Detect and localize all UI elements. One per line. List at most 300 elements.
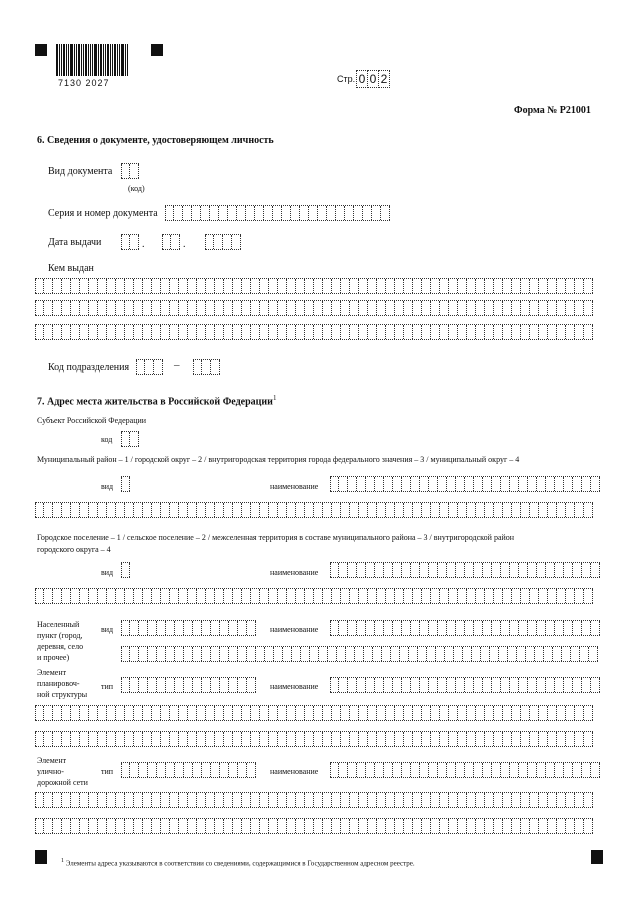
input-cell[interactable] <box>143 732 152 746</box>
input-cell[interactable] <box>573 621 582 635</box>
input-cell[interactable] <box>494 706 503 720</box>
input-cell[interactable] <box>71 325 80 339</box>
input-cell[interactable] <box>233 706 242 720</box>
input-cell[interactable] <box>494 503 503 517</box>
input-cell[interactable] <box>292 647 301 661</box>
input-cell[interactable] <box>125 589 134 603</box>
input-cell[interactable] <box>264 206 273 220</box>
input-cell[interactable] <box>260 589 269 603</box>
input-cell[interactable] <box>260 301 269 315</box>
input-cell[interactable] <box>485 793 494 807</box>
input-cell[interactable] <box>62 819 71 833</box>
input-cell[interactable] <box>512 819 521 833</box>
input-cell[interactable] <box>337 647 346 661</box>
input-cell[interactable] <box>44 732 53 746</box>
input-cell[interactable] <box>413 793 422 807</box>
input-cell[interactable] <box>197 589 206 603</box>
input-cell[interactable] <box>539 732 548 746</box>
input-cell[interactable] <box>211 621 220 635</box>
input-cell[interactable] <box>328 647 337 661</box>
input-cell[interactable] <box>166 678 175 692</box>
input-cell[interactable] <box>546 678 555 692</box>
input-cell[interactable] <box>501 621 510 635</box>
input-cell[interactable] <box>229 621 238 635</box>
input-cell[interactable] <box>242 732 251 746</box>
doc-series-field[interactable] <box>165 205 390 221</box>
input-cell[interactable] <box>566 301 575 315</box>
input-cell[interactable] <box>386 589 395 603</box>
input-cell[interactable] <box>422 279 431 293</box>
input-cell[interactable] <box>305 793 314 807</box>
input-cell[interactable] <box>197 503 206 517</box>
input-cell[interactable] <box>341 325 350 339</box>
input-cell[interactable] <box>143 819 152 833</box>
input-cell[interactable] <box>341 503 350 517</box>
doc-type-field[interactable] <box>121 163 139 179</box>
input-cell[interactable] <box>229 763 238 777</box>
input-cell[interactable] <box>269 589 278 603</box>
input-cell[interactable] <box>242 279 251 293</box>
input-cell[interactable] <box>348 477 357 491</box>
input-cell[interactable] <box>384 621 393 635</box>
input-cell[interactable] <box>197 706 206 720</box>
input-cell[interactable] <box>215 706 224 720</box>
input-cell[interactable] <box>184 647 193 661</box>
input-cell[interactable] <box>341 279 350 293</box>
input-cell[interactable] <box>148 678 157 692</box>
input-cell[interactable] <box>557 301 566 315</box>
input-cell[interactable] <box>467 793 476 807</box>
input-cell[interactable] <box>501 763 510 777</box>
input-cell[interactable] <box>566 793 575 807</box>
input-cell[interactable] <box>136 360 145 374</box>
input-cell[interactable] <box>557 325 566 339</box>
input-cell[interactable] <box>440 301 449 315</box>
input-cell[interactable] <box>233 279 242 293</box>
input-cell[interactable] <box>467 589 476 603</box>
input-cell[interactable] <box>323 819 332 833</box>
input-cell[interactable] <box>332 301 341 315</box>
input-cell[interactable] <box>366 563 375 577</box>
input-cell[interactable] <box>575 793 584 807</box>
input-cell[interactable] <box>359 301 368 315</box>
input-cell[interactable] <box>447 678 456 692</box>
input-cell[interactable] <box>330 763 339 777</box>
input-cell[interactable] <box>404 706 413 720</box>
input-cell[interactable] <box>134 301 143 315</box>
input-cell[interactable] <box>557 732 566 746</box>
input-cell[interactable] <box>215 819 224 833</box>
input-cell[interactable] <box>519 678 528 692</box>
input-cell[interactable] <box>458 706 467 720</box>
input-cell[interactable] <box>447 621 456 635</box>
input-cell[interactable] <box>582 563 591 577</box>
input-cell[interactable] <box>175 763 184 777</box>
input-cell[interactable] <box>341 589 350 603</box>
input-cell[interactable] <box>386 793 395 807</box>
input-cell[interactable] <box>130 621 139 635</box>
planning-type-field[interactable] <box>121 677 256 693</box>
input-cell[interactable] <box>296 325 305 339</box>
input-cell[interactable] <box>53 589 62 603</box>
input-cell[interactable] <box>476 793 485 807</box>
input-cell[interactable] <box>494 589 503 603</box>
input-cell[interactable] <box>197 793 206 807</box>
input-cell[interactable] <box>413 706 422 720</box>
input-cell[interactable] <box>121 678 130 692</box>
input-cell[interactable] <box>202 678 211 692</box>
input-cell[interactable] <box>375 563 384 577</box>
planning-name-line-1[interactable] <box>330 677 600 693</box>
input-cell[interactable] <box>519 621 528 635</box>
input-cell[interactable] <box>548 279 557 293</box>
input-cell[interactable] <box>492 763 501 777</box>
input-cell[interactable] <box>476 819 485 833</box>
input-cell[interactable] <box>503 706 512 720</box>
input-cell[interactable] <box>575 706 584 720</box>
input-cell[interactable] <box>348 563 357 577</box>
input-cell[interactable] <box>465 763 474 777</box>
input-cell[interactable] <box>537 678 546 692</box>
input-cell[interactable] <box>548 732 557 746</box>
input-cell[interactable] <box>35 589 44 603</box>
input-cell[interactable] <box>348 621 357 635</box>
input-cell[interactable] <box>357 477 366 491</box>
input-cell[interactable] <box>170 793 179 807</box>
input-cell[interactable] <box>366 763 375 777</box>
input-cell[interactable] <box>305 589 314 603</box>
input-cell[interactable] <box>535 647 544 661</box>
input-cell[interactable] <box>467 325 476 339</box>
input-cell[interactable] <box>62 793 71 807</box>
input-cell[interactable] <box>557 706 566 720</box>
input-cell[interactable] <box>206 732 215 746</box>
input-cell[interactable] <box>206 706 215 720</box>
input-cell[interactable] <box>584 793 593 807</box>
input-cell[interactable] <box>566 589 575 603</box>
input-cell[interactable] <box>557 503 566 517</box>
input-cell[interactable] <box>179 589 188 603</box>
input-cell[interactable] <box>139 678 148 692</box>
input-cell[interactable] <box>98 819 107 833</box>
input-cell[interactable] <box>386 819 395 833</box>
input-cell[interactable] <box>566 706 575 720</box>
input-cell[interactable] <box>530 732 539 746</box>
input-cell[interactable] <box>44 706 53 720</box>
input-cell[interactable] <box>537 621 546 635</box>
input-cell[interactable] <box>228 206 237 220</box>
input-cell[interactable] <box>467 819 476 833</box>
input-cell[interactable] <box>224 279 233 293</box>
input-cell[interactable] <box>233 819 242 833</box>
input-cell[interactable] <box>364 647 373 661</box>
input-cell[interactable] <box>474 763 483 777</box>
input-cell[interactable] <box>80 589 89 603</box>
input-cell[interactable] <box>512 301 521 315</box>
input-cell[interactable] <box>305 503 314 517</box>
input-cell[interactable] <box>143 793 152 807</box>
input-cell[interactable] <box>53 301 62 315</box>
input-cell[interactable] <box>242 589 251 603</box>
input-cell[interactable] <box>139 763 148 777</box>
input-cell[interactable] <box>162 235 171 249</box>
input-cell[interactable] <box>555 763 564 777</box>
input-cell[interactable] <box>35 503 44 517</box>
input-cell[interactable] <box>44 279 53 293</box>
input-cell[interactable] <box>125 301 134 315</box>
input-cell[interactable] <box>544 647 553 661</box>
input-cell[interactable] <box>188 819 197 833</box>
input-cell[interactable] <box>71 819 80 833</box>
input-cell[interactable] <box>251 301 260 315</box>
input-cell[interactable] <box>332 793 341 807</box>
input-cell[interactable] <box>566 819 575 833</box>
input-cell[interactable] <box>377 706 386 720</box>
input-cell[interactable] <box>483 678 492 692</box>
input-cell[interactable] <box>323 503 332 517</box>
input-cell[interactable] <box>71 279 80 293</box>
input-cell[interactable] <box>368 819 377 833</box>
input-cell[interactable] <box>584 279 593 293</box>
input-cell[interactable] <box>205 235 214 249</box>
road-type-field[interactable] <box>121 762 256 778</box>
issued-by-line-3[interactable] <box>35 324 593 340</box>
input-cell[interactable] <box>467 279 476 293</box>
issue-month-field[interactable] <box>162 234 180 250</box>
input-cell[interactable] <box>508 647 517 661</box>
input-cell[interactable] <box>440 732 449 746</box>
input-cell[interactable] <box>278 793 287 807</box>
input-cell[interactable] <box>251 503 260 517</box>
input-cell[interactable] <box>589 647 598 661</box>
input-cell[interactable] <box>166 621 175 635</box>
input-cell[interactable] <box>62 301 71 315</box>
input-cell[interactable] <box>161 301 170 315</box>
input-cell[interactable] <box>366 477 375 491</box>
input-cell[interactable] <box>125 503 134 517</box>
input-cell[interactable] <box>456 763 465 777</box>
input-cell[interactable] <box>184 763 193 777</box>
input-cell[interactable] <box>485 325 494 339</box>
input-cell[interactable] <box>575 819 584 833</box>
input-cell[interactable] <box>242 819 251 833</box>
input-cell[interactable] <box>336 206 345 220</box>
municipal-name-line-1[interactable] <box>330 476 600 492</box>
input-cell[interactable] <box>53 732 62 746</box>
input-cell[interactable] <box>382 647 391 661</box>
input-cell[interactable] <box>429 477 438 491</box>
input-cell[interactable] <box>62 325 71 339</box>
input-cell[interactable] <box>287 503 296 517</box>
input-cell[interactable] <box>573 477 582 491</box>
input-cell[interactable] <box>62 589 71 603</box>
input-cell[interactable] <box>233 503 242 517</box>
input-cell[interactable] <box>555 678 564 692</box>
input-cell[interactable] <box>143 706 152 720</box>
input-cell[interactable] <box>354 206 363 220</box>
input-cell[interactable] <box>539 706 548 720</box>
input-cell[interactable] <box>80 793 89 807</box>
input-cell[interactable] <box>564 763 573 777</box>
input-cell[interactable] <box>503 279 512 293</box>
input-cell[interactable] <box>44 589 53 603</box>
input-cell[interactable] <box>377 819 386 833</box>
input-cell[interactable] <box>278 706 287 720</box>
input-cell[interactable] <box>503 732 512 746</box>
input-cell[interactable] <box>422 706 431 720</box>
input-cell[interactable] <box>314 732 323 746</box>
input-cell[interactable] <box>368 503 377 517</box>
input-cell[interactable] <box>512 706 521 720</box>
input-cell[interactable] <box>125 732 134 746</box>
input-cell[interactable] <box>555 563 564 577</box>
input-cell[interactable] <box>465 678 474 692</box>
input-cell[interactable] <box>350 589 359 603</box>
input-cell[interactable] <box>202 360 211 374</box>
input-cell[interactable] <box>44 793 53 807</box>
input-cell[interactable] <box>413 589 422 603</box>
input-cell[interactable] <box>422 819 431 833</box>
input-cell[interactable] <box>188 325 197 339</box>
input-cell[interactable] <box>395 706 404 720</box>
input-cell[interactable] <box>323 793 332 807</box>
input-cell[interactable] <box>62 732 71 746</box>
input-cell[interactable] <box>71 301 80 315</box>
input-cell[interactable] <box>197 279 206 293</box>
input-cell[interactable] <box>116 325 125 339</box>
input-cell[interactable] <box>503 301 512 315</box>
input-cell[interactable] <box>287 819 296 833</box>
input-cell[interactable] <box>566 325 575 339</box>
input-cell[interactable] <box>242 325 251 339</box>
input-cell[interactable] <box>130 678 139 692</box>
input-cell[interactable] <box>411 477 420 491</box>
input-cell[interactable] <box>411 678 420 692</box>
input-cell[interactable] <box>89 706 98 720</box>
input-cell[interactable] <box>224 589 233 603</box>
input-cell[interactable] <box>80 301 89 315</box>
input-cell[interactable] <box>548 301 557 315</box>
input-cell[interactable] <box>192 206 201 220</box>
input-cell[interactable] <box>418 647 427 661</box>
input-cell[interactable] <box>242 793 251 807</box>
input-cell[interactable] <box>438 763 447 777</box>
input-cell[interactable] <box>359 793 368 807</box>
input-cell[interactable] <box>422 503 431 517</box>
input-cell[interactable] <box>251 793 260 807</box>
input-cell[interactable] <box>359 589 368 603</box>
input-cell[interactable] <box>528 477 537 491</box>
input-cell[interactable] <box>332 503 341 517</box>
input-cell[interactable] <box>537 563 546 577</box>
input-cell[interactable] <box>539 279 548 293</box>
input-cell[interactable] <box>422 301 431 315</box>
input-cell[interactable] <box>175 647 184 661</box>
input-cell[interactable] <box>476 503 485 517</box>
input-cell[interactable] <box>377 589 386 603</box>
input-cell[interactable] <box>521 589 530 603</box>
input-cell[interactable] <box>98 503 107 517</box>
input-cell[interactable] <box>355 647 364 661</box>
input-cell[interactable] <box>206 589 215 603</box>
input-cell[interactable] <box>62 706 71 720</box>
input-cell[interactable] <box>125 706 134 720</box>
input-cell[interactable] <box>339 563 348 577</box>
input-cell[interactable] <box>445 647 454 661</box>
input-cell[interactable] <box>309 206 318 220</box>
input-cell[interactable] <box>483 563 492 577</box>
input-cell[interactable] <box>458 819 467 833</box>
input-cell[interactable] <box>238 621 247 635</box>
input-cell[interactable] <box>395 589 404 603</box>
input-cell[interactable] <box>188 706 197 720</box>
municipal-kind-field[interactable] <box>121 476 130 492</box>
input-cell[interactable] <box>233 793 242 807</box>
input-cell[interactable] <box>287 325 296 339</box>
input-cell[interactable] <box>546 477 555 491</box>
input-cell[interactable] <box>564 563 573 577</box>
input-cell[interactable] <box>157 621 166 635</box>
input-cell[interactable] <box>546 763 555 777</box>
input-cell[interactable] <box>339 477 348 491</box>
input-cell[interactable] <box>98 706 107 720</box>
input-cell[interactable] <box>530 819 539 833</box>
input-cell[interactable] <box>130 647 139 661</box>
input-cell[interactable] <box>282 206 291 220</box>
input-cell[interactable] <box>71 793 80 807</box>
input-cell[interactable] <box>116 279 125 293</box>
input-cell[interactable] <box>139 647 148 661</box>
input-cell[interactable] <box>174 206 183 220</box>
input-cell[interactable] <box>357 563 366 577</box>
input-cell[interactable] <box>341 819 350 833</box>
input-cell[interactable] <box>296 589 305 603</box>
input-cell[interactable] <box>202 763 211 777</box>
input-cell[interactable] <box>413 279 422 293</box>
input-cell[interactable] <box>384 477 393 491</box>
input-cell[interactable] <box>474 563 483 577</box>
input-cell[interactable] <box>121 164 130 178</box>
input-cell[interactable] <box>584 301 593 315</box>
input-cell[interactable] <box>404 279 413 293</box>
input-cell[interactable] <box>323 301 332 315</box>
input-cell[interactable] <box>395 732 404 746</box>
input-cell[interactable] <box>420 763 429 777</box>
input-cell[interactable] <box>553 647 562 661</box>
input-cell[interactable] <box>449 732 458 746</box>
input-cell[interactable] <box>214 235 223 249</box>
input-cell[interactable] <box>215 279 224 293</box>
input-cell[interactable] <box>413 325 422 339</box>
input-cell[interactable] <box>179 503 188 517</box>
input-cell[interactable] <box>368 301 377 315</box>
input-cell[interactable] <box>211 763 220 777</box>
input-cell[interactable] <box>332 732 341 746</box>
input-cell[interactable] <box>62 279 71 293</box>
input-cell[interactable] <box>485 589 494 603</box>
input-cell[interactable] <box>206 279 215 293</box>
input-cell[interactable] <box>431 503 440 517</box>
input-cell[interactable] <box>366 621 375 635</box>
input-cell[interactable] <box>557 589 566 603</box>
input-cell[interactable] <box>350 732 359 746</box>
input-cell[interactable] <box>251 732 260 746</box>
input-cell[interactable] <box>139 621 148 635</box>
input-cell[interactable] <box>255 206 264 220</box>
input-cell[interactable] <box>125 793 134 807</box>
input-cell[interactable] <box>438 477 447 491</box>
input-cell[interactable] <box>483 621 492 635</box>
